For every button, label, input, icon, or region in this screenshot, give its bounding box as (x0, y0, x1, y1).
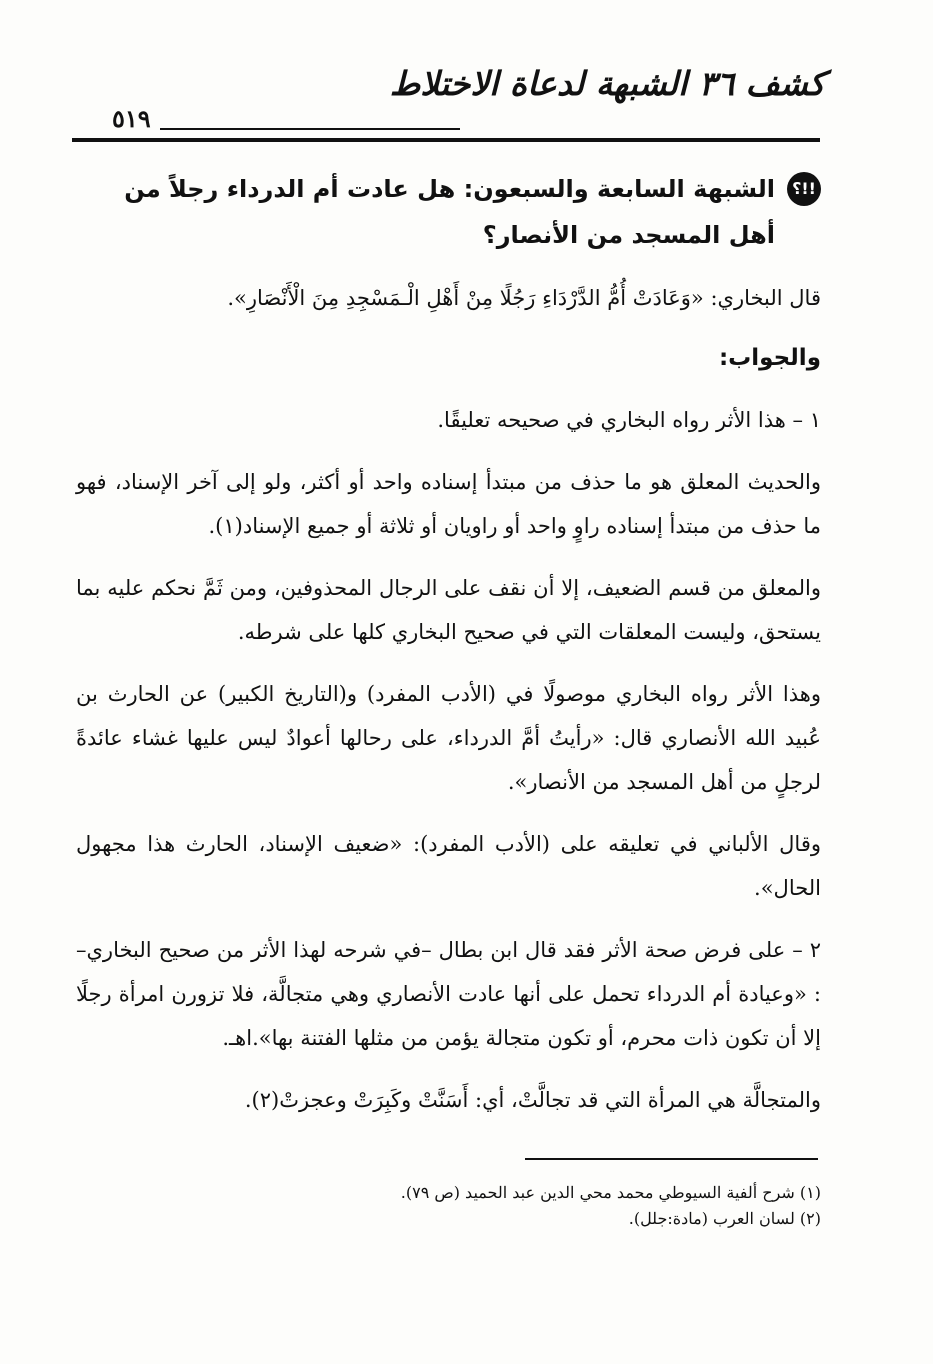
page-body (76, 166, 821, 1140)
footnote-rule (525, 1158, 818, 1160)
paragraph-albani: وقال الألباني في تعليقه على (الأدب المفرد): «ضعيف الإسناد، الحارث هذا مجهول الحال». (76, 832, 821, 900)
paragraph-point-2: ٢ – على فرض صحة الأثر فقد قال ابن بطال –في شرحه لهذا الأثر من صحيح البخاري– : «وعيادة أم الدرداء تحمل على أنها عادت الأنصاري وهي متجالَّة، فلا تزورن امرأة رجلًا إلا أن تكون ذات محرم، أو تكون متجالة يؤمن من مثلها الفتنة بها».اهـ. (76, 938, 821, 1050)
answer-subheading: والجواب: (718, 345, 821, 371)
bukhari-quote: قال البخاري: «وَعَادَتْ أُمُّ الدَّرْدَاءِ رَجُلًا مِنْ أَهْلِ الْـمَسْجِدِ مِنَ الْأَنْصَارِ». (227, 286, 821, 310)
section-heading (76, 166, 821, 258)
page-number: ٥١٩ (112, 104, 151, 133)
header-rule-thin (160, 128, 460, 130)
paragraph-mutajalla: والمتجالَّة هي المرأة التي قد تجالَّتْ، أي: أَسَنَّتْ وكَبِرَتْ وعجزتْ(٢). (244, 1088, 821, 1112)
section-heading-text: الشبهة السابعة والسبعون: هل عادت أم الدرداء رجلاً من أهل المسجد من الأنصار؟ (124, 175, 775, 249)
paragraph-muallaq-definition: والحديث المعلق هو ما حذف من مبتدأ إسناده واحد أو أكثر، ولو إلى آخر الإسناد، فهو ما حذف من مبتدأ إسناده راوٍ واحد أو راويان أو ثلاثة أو جميع الإسناد(١). (76, 470, 821, 538)
exclamation-badge-icon: !!؟ (787, 172, 821, 206)
header-rule (72, 138, 820, 142)
footnote-1: (١) شرح ألفية السيوطي محمد محي الدين عبد الحميد (ص ٧٩). (400, 1183, 821, 1202)
paragraph-muallaq-weak: والمعلق من قسم الضعيف، إلا أن نقف على الرجال المحذوفين، ومن ثَمَّ نحكم عليه بما يستحق، وليست المعلقات التي في صحيح البخاري كلها على شرطه. (76, 576, 821, 644)
paragraph-mawsul: وهذا الأثر رواه البخاري موصولًا في (الأدب المفرد) و(التاريخ الكبير) عن الحارث بن عُبيد الله الأنصاري قال: «رأيتُ أمَّ الدرداء، على رحالها أعوادٌ ليس عليها غشاء عائدةً لرجلٍ من أهل المسجد من الأنصار». (76, 682, 822, 794)
footnotes (76, 1180, 821, 1232)
paragraph-point-1: ١ – هذا الأثر رواه البخاري في صحيحه تعليقًا. (437, 408, 821, 432)
footnote-2: (٢) لسان العرب (مادة:جلل). (628, 1209, 821, 1228)
running-title: كشف ٣٦ الشبهة لدعاة الاختلاط (389, 64, 825, 103)
